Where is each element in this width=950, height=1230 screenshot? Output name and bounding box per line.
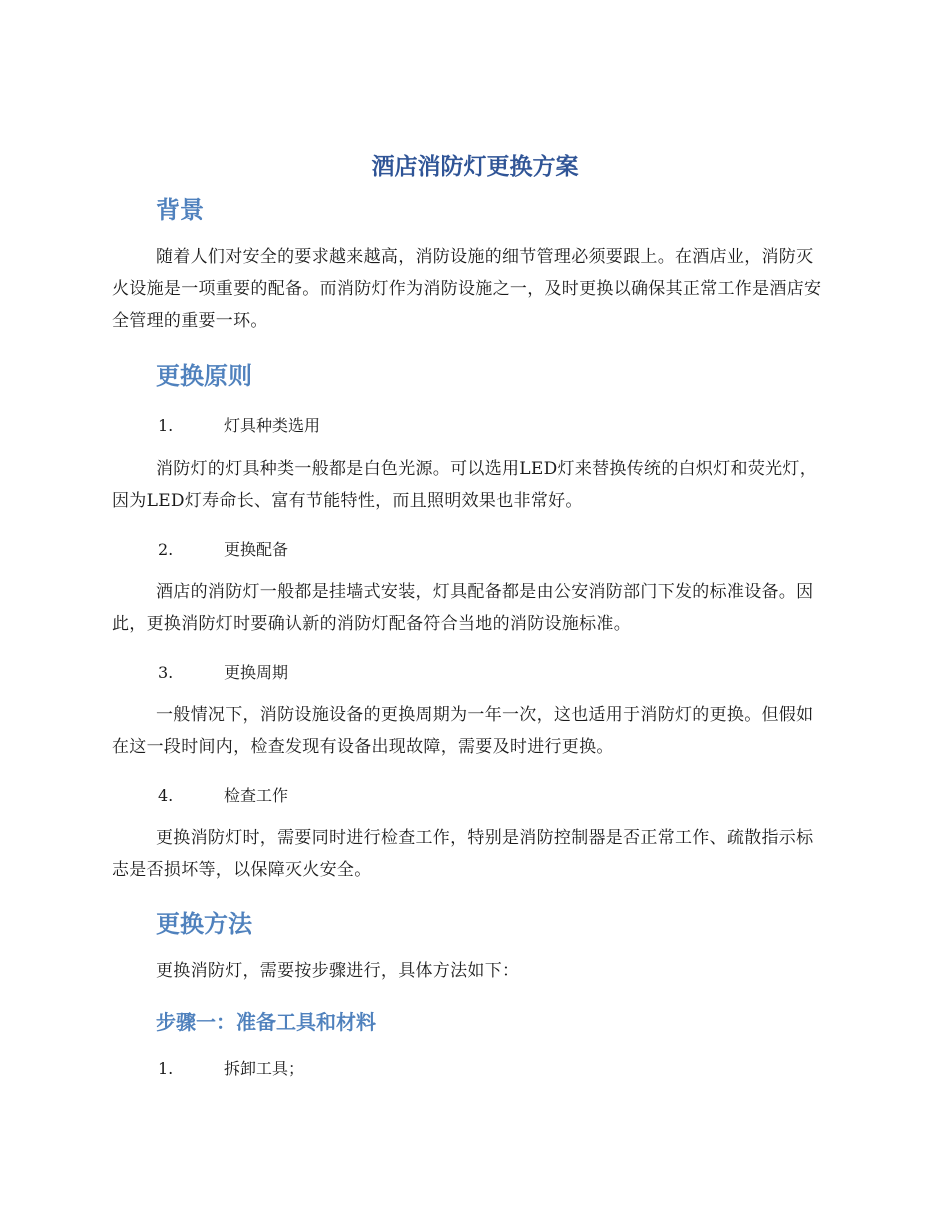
paragraph-cycle: 一般情况下，消防设施设备的更换周期为一年一次，这也适用于消防灯的更换。但假如在这一段时间内，检查发现有设备出现故障，需要及时进行更换。 (112, 705, 814, 757)
list-item (158, 537, 288, 560)
list-item-label: 灯具种类选用 (224, 416, 321, 435)
paragraph-method-intro: 更换消防灯，需要按步骤进行，具体方法如下： (156, 961, 520, 981)
list-item-label: 拆卸工具； (224, 1059, 305, 1078)
list-item-number: 1. (158, 1059, 174, 1078)
paragraph-lamp-type: 消防灯的灯具种类一般都是白色光源。可以选用LED灯来替换传统的白炽灯和荧光灯，因为LED灯寿命长、富有节能特性，而且照明效果也非常好。 (112, 459, 818, 511)
heading-step-one: 步骤一：准备工具和材料 (156, 1010, 376, 1034)
paragraph-equipment: 酒店的消防灯一般都是挂墙式安装，灯具配备都是由公安消防部门下发的标准设备。因此，更换消防灯时要确认新的消防灯配备符合当地的消防设施标准。 (112, 582, 814, 634)
list-item-label: 更换周期 (224, 663, 289, 682)
document-title: 酒店消防灯更换方案 (371, 154, 579, 180)
list-item (158, 1056, 304, 1079)
paragraph-inspection: 更换消防灯时，需要同时进行检查工作，特别是消防控制器是否正常工作、疏散指示标志是否损坏等，以保障灭火安全。 (112, 828, 814, 880)
list-item-label: 检查工作 (224, 786, 289, 805)
list-item (158, 660, 288, 683)
heading-method: 更换方法 (156, 910, 252, 938)
list-item (158, 783, 288, 806)
list-item-label: 更换配备 (224, 540, 289, 559)
heading-principles: 更换原则 (156, 362, 252, 390)
paragraph-background: 随着人们对安全的要求越来越高，消防设施的细节管理必须要跟上。在酒店业，消防灭火设施是一项重要的配备。而消防灯作为消防设施之一，及时更换以确保其正常工作是酒店安全管理的重要一环。 (112, 247, 822, 331)
list-item-number: 1. (158, 416, 174, 435)
heading-background: 背景 (156, 196, 204, 224)
list-item-number: 3. (158, 663, 174, 682)
list-item (158, 413, 320, 436)
list-item-number: 4. (158, 786, 174, 805)
list-item-number: 2. (158, 540, 174, 559)
